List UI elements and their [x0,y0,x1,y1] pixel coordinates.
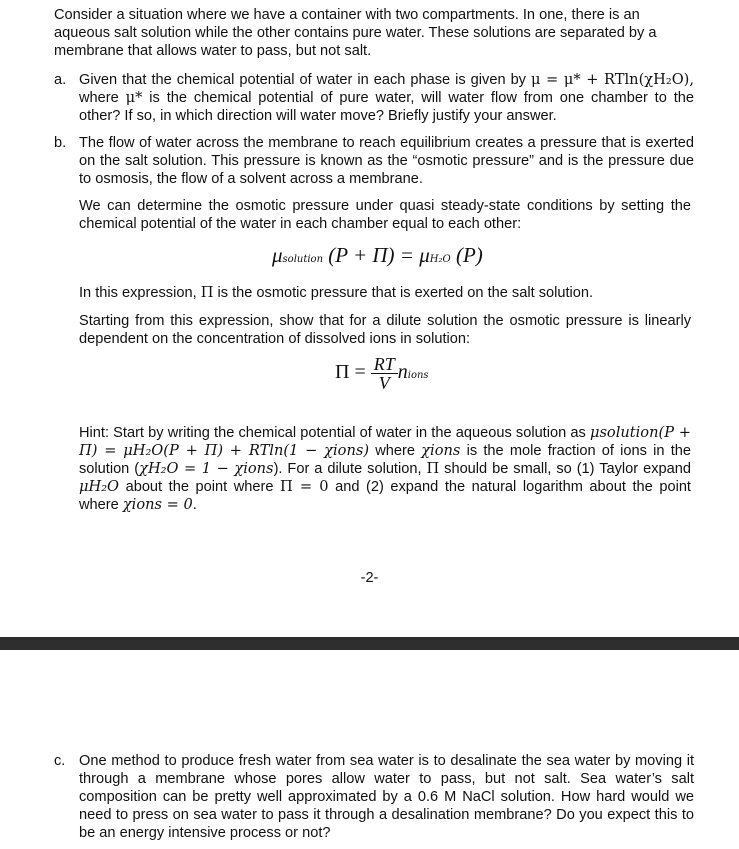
question-b-text: The flow of water across the membrane to reach equilibrium creates a pressure that is exerted on the salt solution. This pressure is known as the “osmotic pressure” and is the pressure due to osmosis, the flow of a solvent across a membrane. [79,135,694,187]
mu-star-symbol: μ* [125,89,143,106]
question-b [54,134,694,188]
question-c [54,752,694,842]
question-a-text: Given that the chemical potential of water in each phase is given by μ = μ* + RTln(χH₂O), where μ* is the chemical potential of pure water, will water flow from one chamber to the other? If so, in which direction will water move? Briefly justify your answer. [79,71,694,124]
equilibrium-equation: μsolution (P + Π) = μH₂O (P) [272,243,483,267]
question-c-marker: c. [54,753,66,769]
question-c-text: One method to produce fresh water from sea water is to desalinate the sea water by moving it through a membrane whose pores allow water to pass, but not salt. Sea water’s salt composition can be pretty well approximated by a 0.6 M NaCl solution. How hard would we need to press on sea water to pass it through a desalination membrane? Do you expect this to be an energy intensive process or not? [79,753,694,841]
intro-paragraph: Consider a situation where we have a container with two compartments. In one, there is an aqueous salt solution while the other contains pure water. These solutions are separated by a membrane that allows water to pass, but not salt. [54,7,657,59]
quasi-steady-text: We can determine the osmotic pressure under quasi steady-state conditions by setting the chemical potential of the water in each chamber equal to each other: [79,198,691,232]
page-break-divider [0,637,739,650]
question-a-marker: a. [54,72,67,88]
question-a [54,71,694,125]
chemical-potential-formula: μ = μ* + RTln(χH₂O), [530,71,694,88]
starting-text: Starting from this expression, show that for a dilute solution the osmotic pressure is linearly dependent on the concentration of dissolved ions in solution: [79,313,691,347]
rt-over-v-fraction: $\frac{RT}{V}$ [371,355,398,392]
page-number: -2- [360,570,379,586]
hint-paragraph: Hint: Start by writing the chemical potential of water in the aqueous solution as μsolution(P + Π) = μH₂O(P + Π) + RTln(1 − χions) where χions is the mole fraction of ions in the solution (χH₂O = 1 − χions). For a dilute solution, Π should be small, so (1) Taylor expand μH₂O about the point where Π = 0 and (2) expand the natural logarithm about the point where χions = 0. [79,424,691,513]
question-b-marker: b. [54,135,67,151]
osmotic-pressure-equation: Π = $\frac{RT}{V}$ nions [335,354,429,393]
expression-text: In this expression, Π is the osmotic pressure that is exerted on the salt solution. [79,284,594,301]
